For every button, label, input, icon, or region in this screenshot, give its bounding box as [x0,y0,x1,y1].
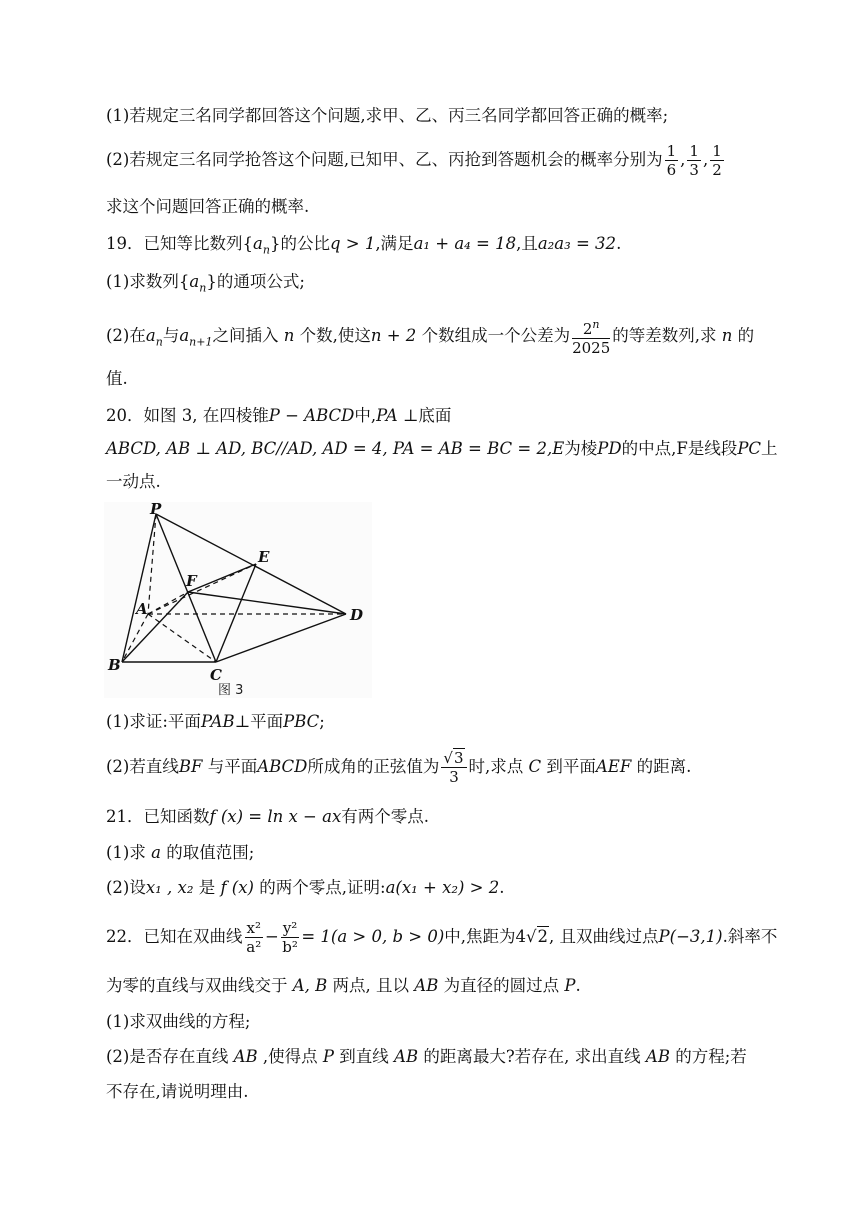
q19-stem: 19．已知等比数列$\{a_n\}$的公比q > 1,满足a₁ + a₄ = 18,且a₂a₃ = 32. [106,234,622,257]
q18-part2: (2)若规定三名同学抢答这个问题,已知甲、乙、丙抢到答题机会的概率分别为 $\frac{1}{6}$ , $\frac{1}{3}$ , $\frac{1}{2}$ [106,142,722,179]
label-P: P [150,502,162,518]
q20-stem-1: 20．如图 3, 在四棱锥P − ABCD中,PA ⊥底面 [106,406,452,425]
q22-stem-2: 为零的直线与双曲线交于 A, B 两点, 且以 AB 为直径的圆过点 P. [106,976,581,995]
pyramid-figure [104,502,372,698]
fraction-1-3: $\frac{1}{3}$ [689,142,699,179]
q20-stem-2: ABCD, AB ⊥ AD, BC//AD, AD = 4, PA = AB = BC = 2,E为棱PD的中点,F是线段PC上 [106,439,778,458]
q20-part1: (1)求证:平面PAB⊥平面PBC; [106,712,325,731]
q18-part2-cont: 求这个问题回答正确的概率. [106,197,310,216]
q19-part1: (1)求数列$\{a_n\}$的通项公式; [106,272,305,295]
q19-part2: (2)在$a_n$与$a_{n+1}$之间插入 n 个数,使这n + 2 个数组成一个公差为 $\frac{2^n}{2025}$ 的等差数列,求 n 的 [106,318,755,357]
q22-part1: (1)求双曲线的方程; [106,1012,251,1031]
fraction-2n-2025: $\frac{2^n}{2025}$ [572,318,611,357]
q22-part2: (2)是否存在直线 AB ,使得点 P 到直线 AB 的距离最大?若存在, 求出直线 AB 的方程;若 [106,1047,747,1066]
q22-part2-cont: 不存在,请说明理由. [106,1082,249,1101]
label-A: A [136,600,148,618]
q18-part1: (1)若规定三名同学都回答这个问题,求甲、乙、丙三名同学都回答正确的概率; [106,106,669,125]
fraction-1-2: $\frac{1}{2}$ [712,142,722,179]
label-B: B [108,656,121,674]
label-F: F [186,572,197,590]
label-C: C [210,666,222,684]
q21-part1: (1)求 a 的取值范围; [106,843,255,862]
q20-stem-3: 一动点. [106,472,161,491]
fraction-1-6: $\frac{1}{6}$ [666,142,677,179]
q20-part2: (2)若直线BF 与平面ABCD所成角的正弦值为 $\frac{√3}{3}$ 时,求点 C 到平面AEF 的距离. [106,749,692,786]
fraction-x2-a2: $\frac{\text{x²}}{\text{a²}}$ [246,919,262,956]
q21-part2: (2)设x₁ , x₂ 是 f (x) 的两个零点,证明:a(x₁ + x₂) > 2. [106,878,505,897]
label-E: E [258,548,270,566]
label-D: D [350,606,364,624]
figure-caption: 图 3 [218,683,244,698]
fraction-sqrt3-3: $\frac{√3}{3}$ [441,749,466,786]
q19-part2-cont: 值. [106,369,128,388]
fraction-y2-b2: $\frac{\text{y²}}{\text{b²}}$ [282,919,298,956]
q21-stem: 21．已知函数f (x) = ln x − ax有两个零点. [106,807,430,826]
q22-stem: 22．已知在双曲线 $\frac{\text{x²}}{\text{a²}}$ − $\frac{\text{y²}}{\text{b²}}$ = 1(a > 0, b > 0)中,焦距为4√2, 且双曲线过点P(−3,1).斜率不 [106,919,778,956]
